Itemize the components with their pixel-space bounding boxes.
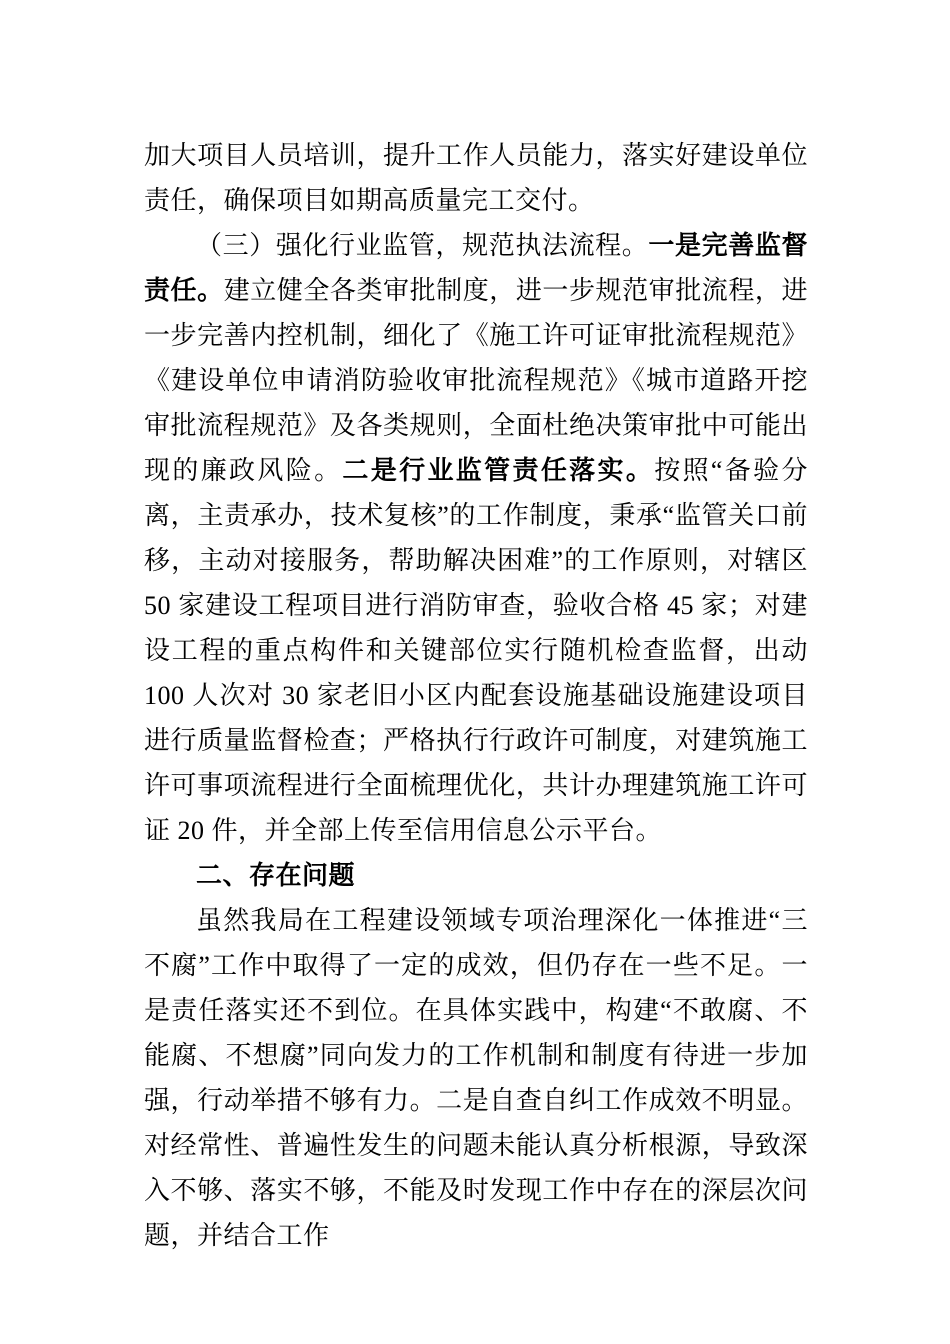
bold-text-run: 二是行业监管责任落实。 — [342, 456, 655, 485]
text-run: 虽然我局在工程建设领域专项治理深化一体推进“三不腐”工作中取得了一定的成效，但仍存在一些不足。一是责任落实还不到位。在具体实践中，构建“不敢腐、不能腐、不想腐”同向发力的工作机制和制度有待进一步加强，行动举措不够有力。二是自查自纠工作成效不明显。对经常性、普遍性发生的问题未能认真分析根源，导致深入不够、落实不够，不能及时发现工作中存在的深层次问题，并结合工作 — [144, 906, 808, 1250]
paragraph — [144, 898, 808, 1258]
text-run: 建立健全各类审批制度，进一步规范审批流程，进一步完善内控机制，细化了《施工许可证审批流程规范》《建设单位申请消防验收审批流程规范》《城市道路开挖审批流程规范》及各类规则，全面杜绝决策审批中可能出现的廉政风险。 — [144, 276, 808, 485]
text-run: （三）强化行业监管，规范执法流程。 — [196, 231, 649, 260]
bold-text-run: 二、存在问题 — [196, 860, 356, 890]
document-body — [144, 133, 808, 1258]
paragraph — [144, 133, 808, 223]
bold-text-run: 一是完善监督责任。 — [144, 231, 808, 305]
section-heading — [144, 853, 808, 898]
paragraph — [144, 223, 808, 853]
text-run: 按照“备验分离，主责承办，技术复核”的工作制度，秉承“监管关口前移，主动对接服务，帮助解决困难”的工作原则，对辖区 50 家建设工程项目进行消防审查，验收合格 45 家；对建设工程的重点构件和关键部位实行随机检查监督，出动 100 人次对 30 家老旧小区内配套设施基础设施建设项目进行质量监督检查；严格执行行政许可制度，对建筑施工许可事项流程进行全面梳理优化，共计办理建筑施工许可证 20 件，并全部上传至信用信息公示平台。 — [144, 456, 808, 845]
text-run: 加大项目人员培训，提升工作人员能力，落实好建设单位责任，确保项目如期高质量完工交付。 — [144, 141, 808, 215]
